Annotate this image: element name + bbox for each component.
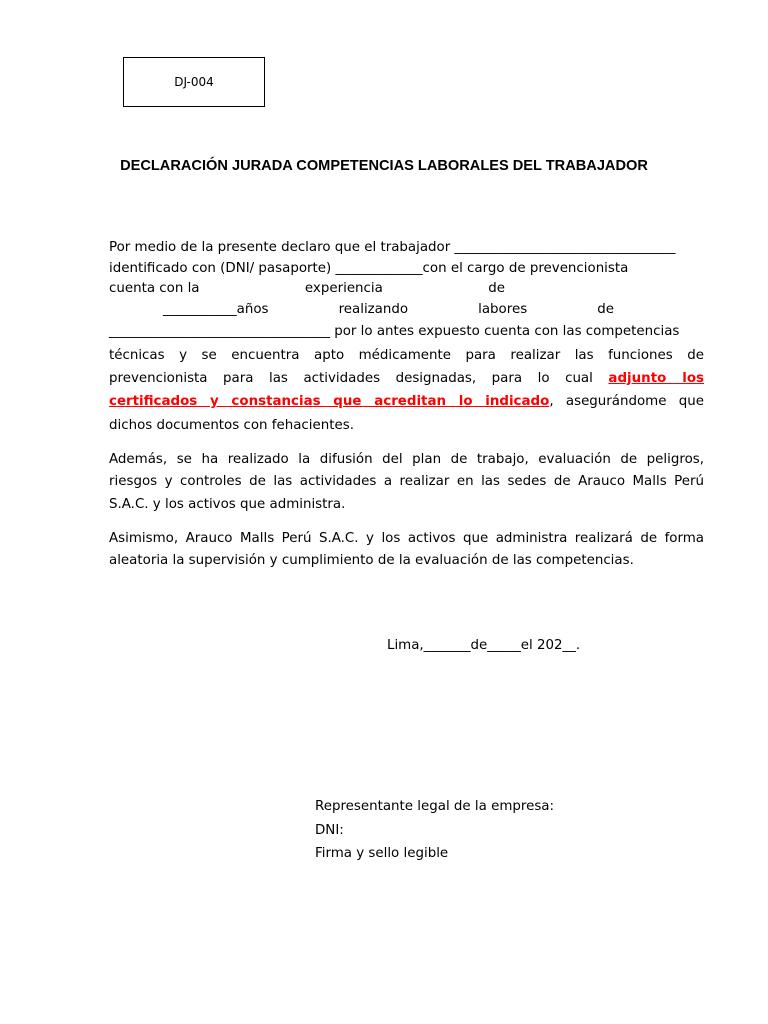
signature-representative: Representante legal de la empresa: xyxy=(315,799,555,814)
p1-line-8-text: , asegurándome que xyxy=(549,394,705,409)
p1-line-3-c: de xyxy=(488,281,505,296)
date-line: Lima,_______de_____el 202__. xyxy=(387,638,581,653)
p1-line-4-a: ___________años xyxy=(163,302,269,317)
p1-line-3-b: experiencia xyxy=(304,281,383,296)
p2-line-2: riesgos y controles de las actividades a realizar en las sedes de Arauco Malls Perú xyxy=(109,474,704,489)
signature-dni: DNI: xyxy=(315,823,344,838)
highlighted-attachment-text-2: certificados y constancias que acreditan lo indicado xyxy=(109,394,550,409)
p2-line-3: S.A.C. y los activos que administra. xyxy=(109,497,346,512)
p1-line-9: dichos documentos con fehacientes. xyxy=(109,418,354,433)
p1-line-3-a: cuenta con la xyxy=(109,281,200,296)
p1-line-3 xyxy=(109,280,505,298)
document-code: DJ-004 xyxy=(174,75,214,89)
p3-line-1: Asimismo, Arauco Malls Perú S.A.C. y los activos que administra realizará de forma xyxy=(109,531,704,546)
p1-line-1: Por medio de la presente declaro que el trabajador _________________________________ xyxy=(109,240,676,255)
p1-line-5: _________________________________ por lo antes expuesto cuenta con las competencias xyxy=(109,324,680,339)
p1-line-6: técnicas y se encuentra apto médicamente para realizar las funciones de xyxy=(109,348,704,363)
p1-line-4-d: de xyxy=(597,302,614,317)
p1-line-7 xyxy=(109,370,704,388)
p1-line-2: identificado con (DNI/ pasaporte) _____________con el cargo de prevencionista xyxy=(109,261,629,276)
highlighted-attachment-text-1: adjunto los xyxy=(608,371,705,386)
p1-line-4-c: labores xyxy=(478,302,528,317)
p1-line-7-text: prevencionista para las actividades designadas, para lo cual xyxy=(109,371,593,386)
document-code-box xyxy=(123,57,265,107)
p2-line-1: Además, se ha realizado la difusión del plan de trabajo, evaluación de peligros, xyxy=(109,452,704,467)
p1-line-4 xyxy=(163,301,614,319)
p3-line-2: aleatoria la supervisión y cumplimiento de la evaluación de las competencias. xyxy=(109,553,634,568)
signature-firma: Firma y sello legible xyxy=(315,846,449,861)
document-title: DECLARACIÓN JURADA COMPETENCIAS LABORALES DEL TRABAJADOR xyxy=(120,158,648,174)
p1-line-8 xyxy=(109,393,704,411)
p1-line-4-b: realizando xyxy=(338,302,409,317)
